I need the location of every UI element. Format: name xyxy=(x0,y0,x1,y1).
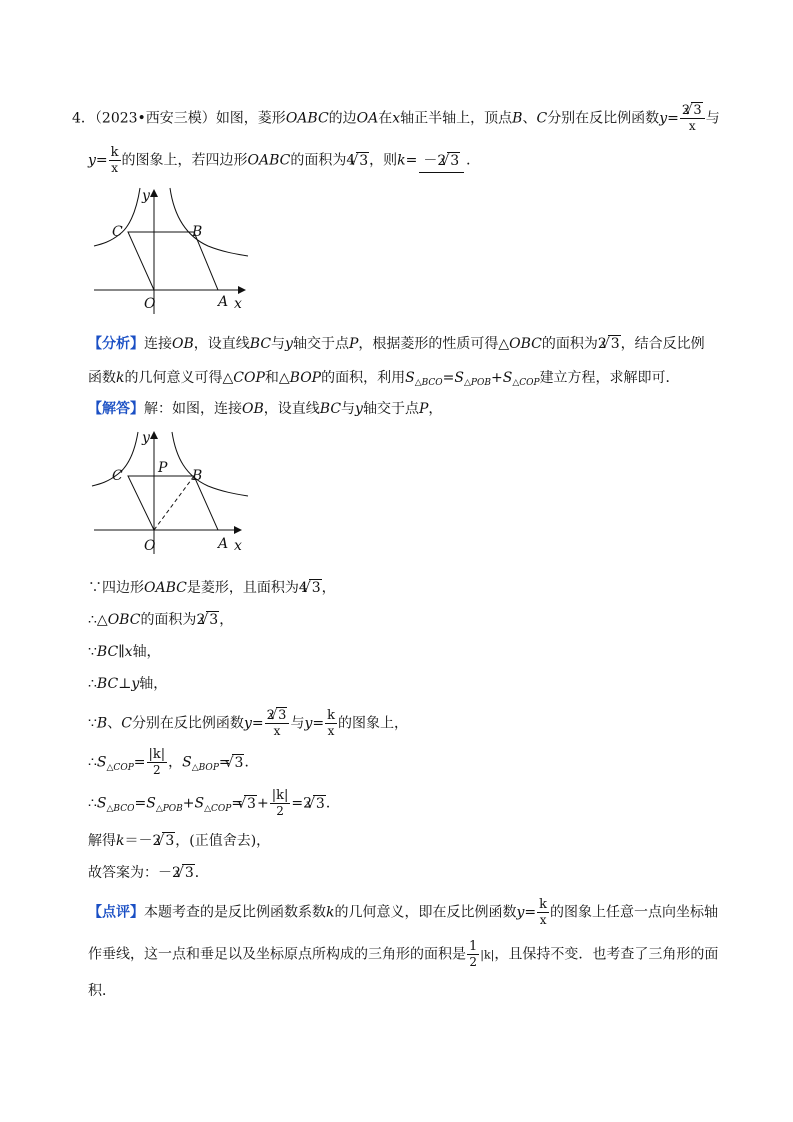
comment-line-3: 积． xyxy=(88,983,116,999)
label-a: A xyxy=(218,536,229,552)
problem-number: 4 xyxy=(72,110,81,127)
solution-step-7: $\therefore S_{\triangle BCO}=S_{\triangle POB}+S_{\triangle COP}=√$ 3+ $\frac{|k|}{2}$ =2√ 3． xyxy=(88,789,340,818)
problem-line-2: y= $\frac{k}{x}$ 的图象上，若四边形OABC的面积为4√ 3，则k= －2√ 3 ． xyxy=(88,146,480,175)
problem-line-1: 4．（2023•西安三模）如图，菱形OABC的边OA在x轴正半轴上，顶点B、C分别在反比例函数y= $\frac{2√ 3}{x}$ 与 xyxy=(72,104,720,133)
label-b: B xyxy=(192,468,203,484)
comment-line-1: 【点评】本题考查的是反比例函数系数k的几何意义，即在反比例函数y= $\frac{k}{x}$ 的图象上任意一点向坐标轴 xyxy=(88,897,719,927)
x-axis-arrow xyxy=(238,286,246,294)
fraction-2sqrt3-over-x: $\frac{2√ 3}{x}$ xyxy=(680,104,705,133)
analysis-tag: 【分析】 xyxy=(88,336,144,352)
y-axis-arrow xyxy=(150,189,158,197)
label-y: y xyxy=(142,430,150,446)
label-y: y xyxy=(142,188,150,204)
label-x: x xyxy=(234,538,242,554)
hyperbola-right-branch xyxy=(172,432,248,496)
label-b: B xyxy=(192,224,203,240)
solution-step-3: ∵BC∥x轴， xyxy=(88,644,161,660)
analysis-line-2: 函数k的几何意义可得△COP和△BOP的面积，利用$S_{\triangle BCO}=S_{\triangle POB}+S_{\triangle COP}$建立方程，求解即可． xyxy=(88,370,680,388)
comment-tag: 【点评】 xyxy=(88,904,144,921)
solution-intro: 【解答】解：如图，连接OB，设直线BC与y轴交于点P， xyxy=(88,401,443,417)
hyperbola-right-branch xyxy=(170,188,248,256)
answer-blank: －2√ 3 xyxy=(419,150,464,173)
solution-step-5: ∵B、C分别在反比例函数y= $\frac{2√ 3}{x}$ 与y= $\frac{k}{x}$ 的图象上， xyxy=(88,709,408,738)
solution-step-1: ∵四边形OABC是菱形，且面积为4√ 3， xyxy=(88,577,336,599)
solution-tag: 【解答】 xyxy=(88,401,144,417)
label-o: O xyxy=(144,296,156,312)
comment-line-2: 作垂线，这一点和垂足以及坐标原点所构成的三角形的面积是 $\frac{1}{2}$ |k|，且保持不变．也考查了三角形的面 xyxy=(88,939,719,969)
x-axis-arrow xyxy=(234,526,242,534)
solution-step-8: 解得k＝－2√ 3，(正值舍去)， xyxy=(88,830,270,852)
solution-step-6: $\therefore S_{\triangle COP}=$ $\frac{|k|}{2}$ ，$S_{\triangle BOP}=√$ 3． xyxy=(88,748,258,777)
label-p: P xyxy=(158,460,168,476)
solution-step-2: ∴△OBC的面积为2√ 3， xyxy=(88,609,233,631)
analysis-line-1: 【分析】连接OB，设直线BC与y轴交于点P，根据菱形的性质可得△OBC的面积为2√ 3，结合反比例 xyxy=(88,333,705,355)
segment-ob-dashed xyxy=(154,476,194,530)
solution-final-answer: 故答案为：－2√ 3． xyxy=(88,862,209,884)
figure-1-rhombus-hyperbola xyxy=(88,186,268,326)
y-axis-arrow xyxy=(150,431,158,439)
label-a: A xyxy=(218,294,229,310)
label-c: C xyxy=(112,224,123,240)
label-o: O xyxy=(144,538,156,554)
rhombus-oabc xyxy=(128,232,218,290)
solution-step-4: ∴BC⊥y轴， xyxy=(88,676,168,692)
fraction-k-over-x: $\frac{k}{x}$ xyxy=(110,145,119,175)
problem-source: （2023•西安三模） xyxy=(94,110,216,127)
label-x: x xyxy=(234,296,242,312)
label-c: C xyxy=(112,468,123,484)
figure-2-rhombus-with-ob xyxy=(88,428,268,568)
